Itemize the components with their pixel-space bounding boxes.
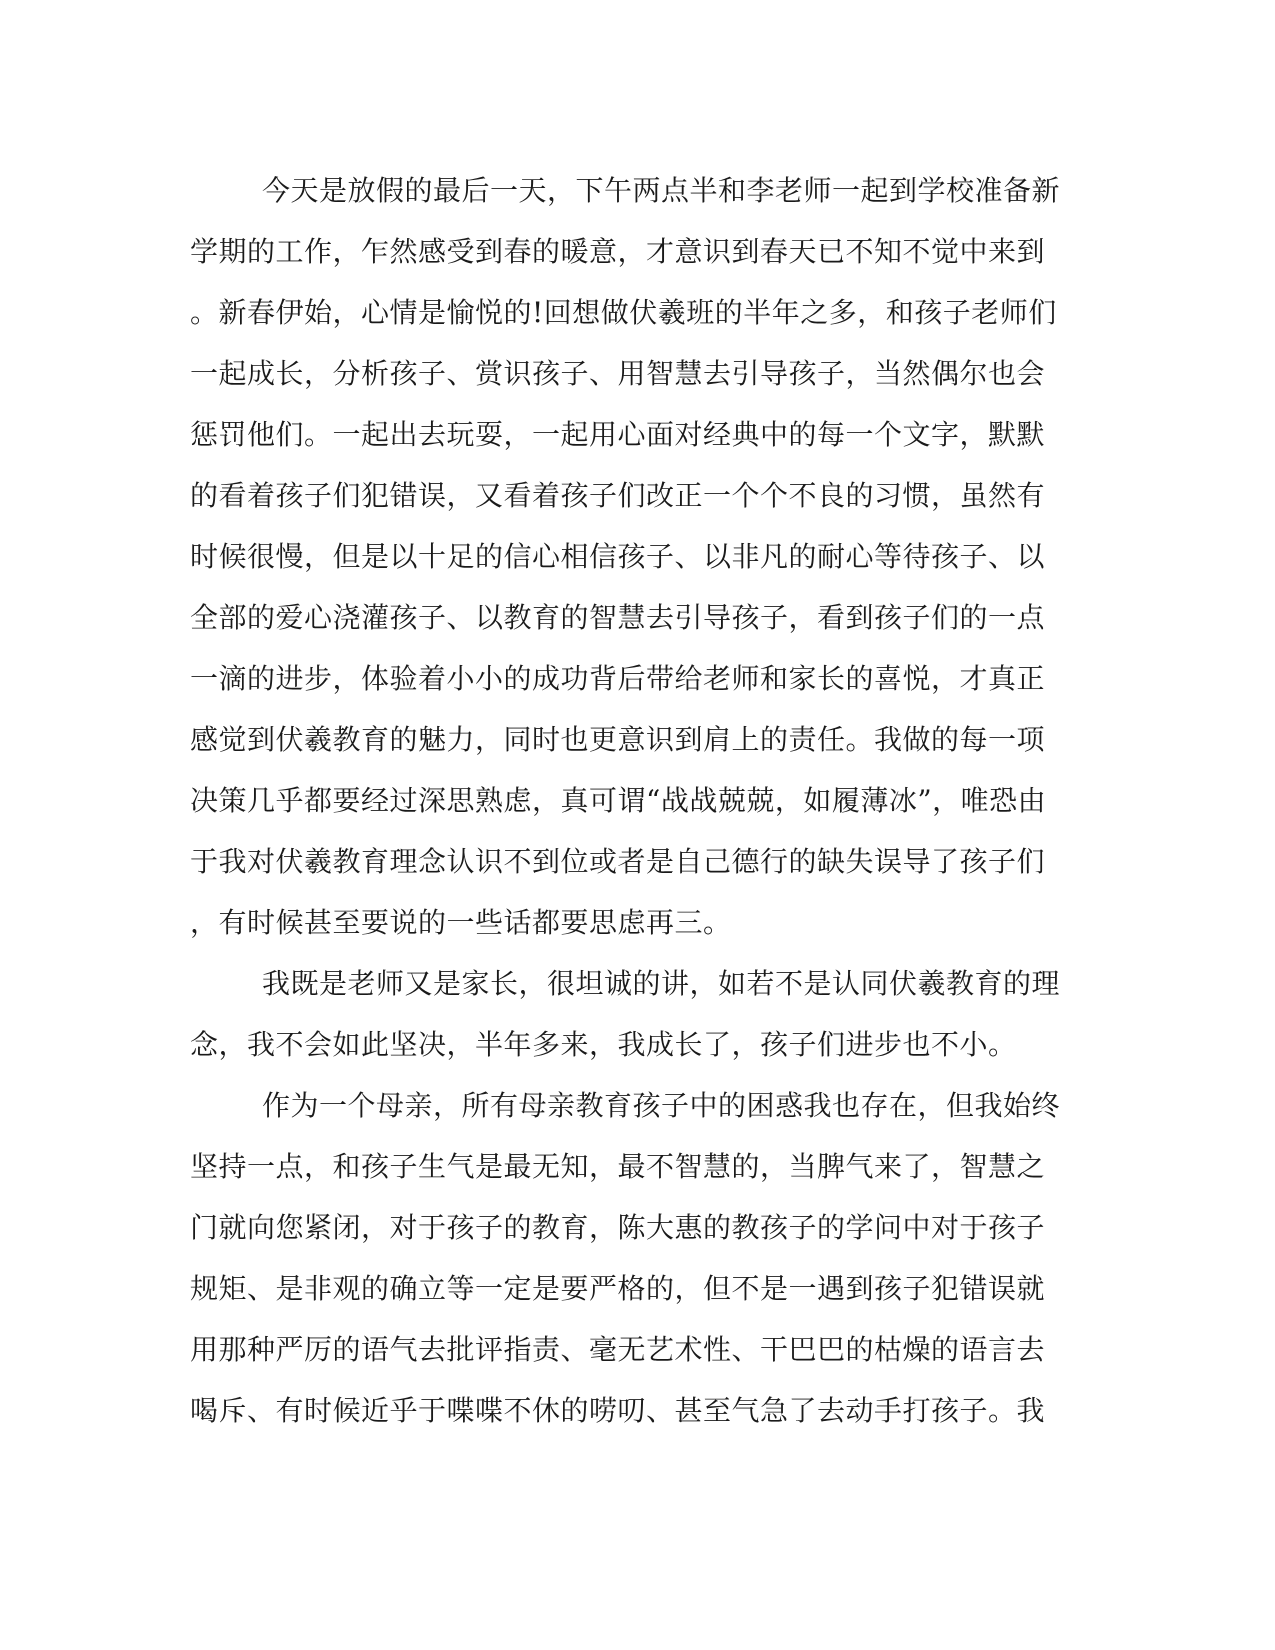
text-line: 我既是老师又是家长，很坦诚的讲，如若不是认同伏羲教育的理	[262, 967, 1061, 1000]
text-line: 喝斥、有时候近乎于喋喋不休的唠叨、甚至气急了去动手打孩子。我	[190, 1394, 1046, 1427]
text-line: 惩罚他们。一起出去玩耍，一起用心面对经典中的每一个文字，默默	[190, 418, 1046, 451]
document-body	[190, 160, 1090, 1441]
text-line: 念，我不会如此坚决，半年多来，我成长了，孩子们进步也不小。	[190, 1028, 1017, 1061]
text-line: 时候很慢，但是以十足的信心相信孩子、以非凡的耐心等待孩子、以	[190, 540, 1046, 573]
text-line: 于我对伏羲教育理念认识不到位或者是自己德行的缺失误导了孩子们	[190, 845, 1046, 878]
text-line: 作为一个母亲，所有母亲教育孩子中的困惑我也存在，但我始终	[262, 1089, 1061, 1122]
paragraph-3	[190, 1075, 1090, 1441]
text-line: 一起成长，分析孩子、赏识孩子、用智慧去引导孩子，当然偶尔也会	[190, 357, 1046, 390]
text-line: 学期的工作，乍然感受到春的暖意，才意识到春天已不知不觉中来到	[190, 235, 1046, 268]
text-line: 。新春伊始，心情是愉悦的!回想做伏羲班的半年之多，和孩子老师们	[190, 296, 1057, 329]
text-line: 全部的爱心浇灌孩子、以教育的智慧去引导孩子，看到孩子们的一点	[190, 601, 1046, 634]
text-line: 感觉到伏羲教育的魅力，同时也更意识到肩上的责任。我做的每一项	[190, 723, 1046, 756]
text-line: 决策几乎都要经过深思熟虑，真可谓“战战兢兢，如履薄冰”，唯恐由	[190, 784, 1047, 817]
text-line: 用那种严厉的语气去批评指责、毫无艺术性、干巴巴的枯燥的语言去	[190, 1333, 1046, 1366]
text-line: ，有时候甚至要说的一些话都要思虑再三。	[190, 906, 732, 939]
text-line: 今天是放假的最后一天，下午两点半和李老师一起到学校准备新	[262, 174, 1061, 207]
text-line: 坚持一点，和孩子生气是最无知，最不智慧的，当脾气来了，智慧之	[190, 1150, 1046, 1183]
text-line: 门就向您紧闭，对于孩子的教育，陈大惠的教孩子的学问中对于孩子	[190, 1211, 1046, 1244]
text-line: 一滴的进步，体验着小小的成功背后带给老师和家长的喜悦，才真正	[190, 662, 1046, 695]
text-line: 的看着孩子们犯错误，又看着孩子们改正一个个不良的习惯，虽然有	[190, 479, 1046, 512]
text-line: 规矩、是非观的确立等一定是要严格的，但不是一遇到孩子犯错误就	[190, 1272, 1046, 1305]
paragraph-2	[190, 953, 1090, 1075]
paragraph-1	[190, 160, 1090, 953]
